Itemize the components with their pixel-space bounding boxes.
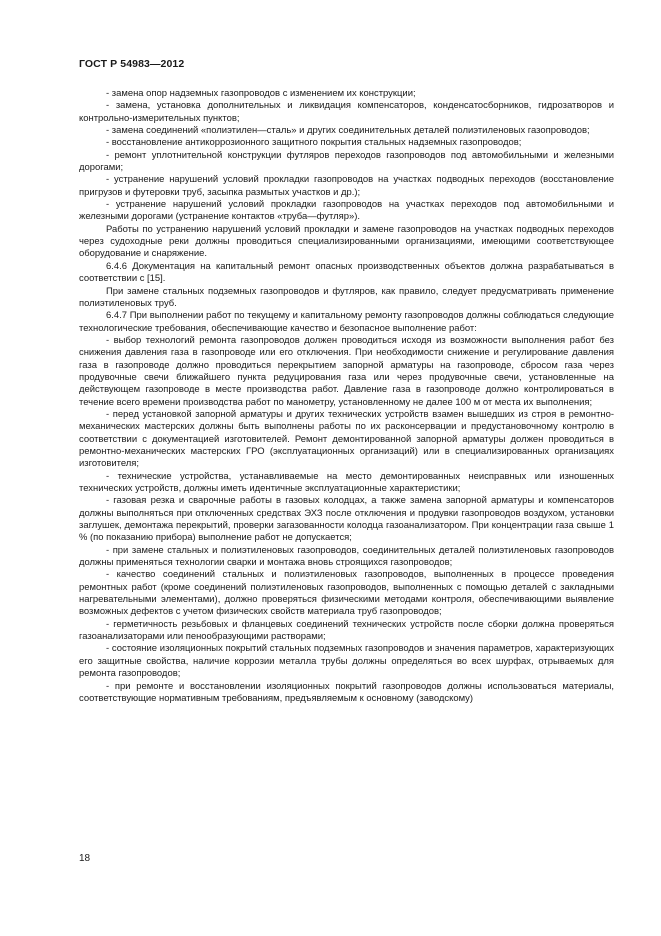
paragraph: - замена опор надземных газопроводов с изменением их конструкции; bbox=[106, 88, 416, 99]
paragraph: - состояние изоляционных покрытий стальных подземных газопроводов и значения параметров, характеризующих его защитные свойства, наличие коррозии металла трубы должны определяться во всех шурфах, отрываемых для ремонта газопроводов; bbox=[79, 643, 614, 680]
paragraph: - качество соединений стальных и полиэтиленовых газопроводов, выполненных в процессе проведения ремонтных работ (кроме соединений полиэтиленовых газопроводов, выполненных с помощью деталей с закладными нагревательными элементами), должно проверяться физическими методами контроля, обеспечивающими выявление возможных дефектов с учетом физических свойств материала труб газопроводов; bbox=[79, 569, 614, 618]
paragraph: - ремонт уплотнительной конструкции футляров переходов газопроводов под автомобильными и железными дорогами; bbox=[79, 149, 614, 174]
body-text bbox=[79, 88, 614, 705]
paragraph: - технические устройства, устанавливаемые на место демонтированных неисправных или изношенных технических устройств, должны иметь идентичные эксплуатационные характеристики; bbox=[79, 470, 614, 494]
document-header: ГОСТ Р 54983—2012 bbox=[79, 58, 185, 70]
paragraph: - устранение нарушений условий прокладки газопроводов на участках подводных переходов (восстановление пригрузов и футеровки труб, засыпка размытых участков и др.); bbox=[79, 174, 614, 198]
paragraph: - замена соединений «полиэтилен—сталь» и других соединительных деталей полиэтиленовых газопроводов; bbox=[106, 125, 590, 137]
paragraph: - замена, установка дополнительных и ликвидация компенсаторов, конденсатосборников, гидрозатворов и контрольно-измерительных пунктов; bbox=[79, 100, 614, 124]
paragraph: - восстановление антикоррозионного защитного покрытия стальных надземных газопроводов; bbox=[106, 137, 522, 149]
paragraph: - герметичность резьбовых и фланцевых соединений технических устройств после сборки должна проверяться газоанализаторами или пенообразующими растворами; bbox=[79, 618, 614, 643]
paragraph: 6.4.6 Документация на капитальный ремонт опасных производственных объектов должна разрабатываться в соответствии с [15]. bbox=[79, 260, 614, 285]
paragraph: - перед установкой запорной арматуры и других технических устройств взамен вышедших из строя в ремонтно-механических мастерских должны быть выполнены работы по их расконсервации и предустановочному контролю в соответствии с документацией изготовителей. Ремонт демонтированной запорной арматуры должен проводиться в ремонтно-механических мастерских ГРО (эксплуатационных организаций) или в специализированных организациях изготовителя; bbox=[79, 408, 614, 470]
paragraph: - устранение нарушений условий прокладки газопроводов на участках переходов под автомобильными и железными дорогами (устранение контактов «труба—футляр»). bbox=[79, 199, 614, 223]
paragraph: - при замене стальных и полиэтиленовых газопроводов, соединительных деталей полиэтиленовых газопроводов должны применяться технологии сварки и монтажа вновь строящихся газопроводов; bbox=[79, 544, 614, 569]
paragraph: - газовая резка и сварочные работы в газовых колодцах, а также замена запорной арматуры и компенсаторов должны выполняться при отключенных средствах ЭХЗ после отключения и продувки газопроводов воздухом, установки заглушек, демонтажа перекрытий, проверки загазованности колодца газоанализатором. При концентрации газа свыше 1 % (по показанию прибора) выполнение работ не допускается; bbox=[79, 495, 614, 544]
paragraph: 6.4.7 При выполнении работ по текущему и капитальному ремонту газопроводов должны соблюдаться следующие технологические требования, обеспечивающие качество и безопасное выполнение работ: bbox=[79, 310, 614, 334]
paragraph: - выбор технологий ремонта газопроводов должен проводиться исходя из возможности выполнения работ без снижения давления газа в газопроводе или его отключения. При необходимости снижение и регулирование давления газа в газопроводе должно проводиться перекрытием запорной арматуры на газопроводе, сбросом газа через продувочные свечи ближайшего пункта редуцирования газа или через продувочные свечи, установленные на действующем газопроводе в месте производства работ. Давление газа в газопроводе должно контролироваться в течение всего времени производства работ по манометру, установленному не далее 100 м от места их выполнения; bbox=[79, 334, 614, 408]
paragraph: Работы по устранению нарушений условий прокладки и замене газопроводов на участках подводных переходов через судоходные реки должны проводиться специализированными организациями, имеющими соответствующее оборудование и снаряжение. bbox=[79, 223, 614, 260]
page-number: 18 bbox=[79, 853, 91, 864]
paragraph: При замене стальных подземных газопроводов и футляров, как правило, следует предусматривать применение полиэтиленовых труб. bbox=[79, 285, 614, 309]
paragraph: - при ремонте и восстановлении изоляционных покрытий газопроводов должны использоваться материалы, соответствующие нормативным требованиям, предъявляемым к основному (заводскому) bbox=[79, 680, 614, 704]
